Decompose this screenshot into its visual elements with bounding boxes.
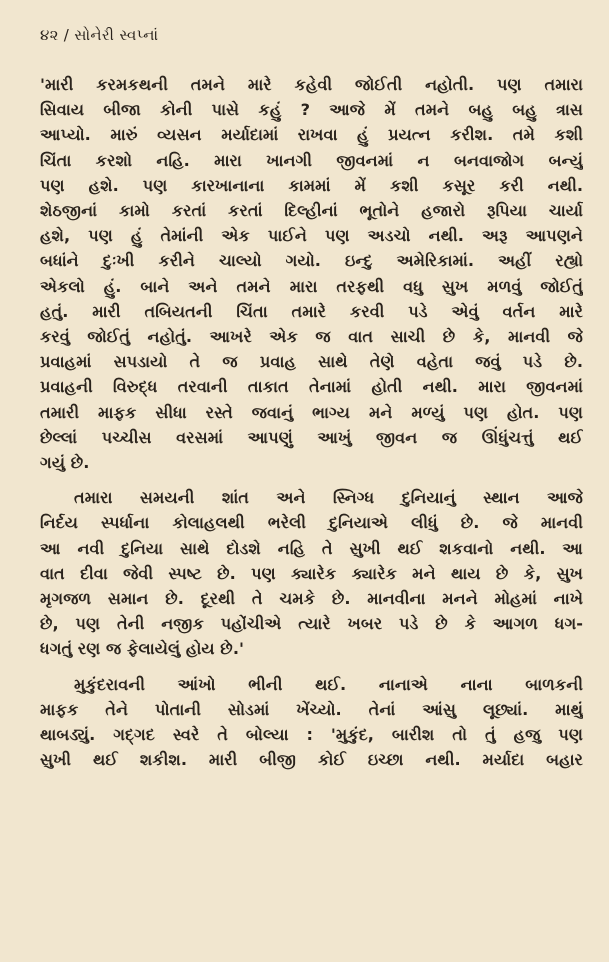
text-line: છેલ્લાં પચ્ચીસ વરસમાં આપણું આખું જીવન જ ઊંધુંચત્તું થઈ: [40, 427, 583, 447]
text-line: થાબડ્યું. ગદ્ગદ સ્વરે તે બોલ્યા : 'મુકુંદ, બારીશ તો તું હજુ પણ: [40, 725, 583, 745]
text-line: તમારી માફક સીધા રસ્તે જવાનું ભાગ્ય મને મળ્યું પણ હોત. પણ: [40, 402, 583, 422]
text-line: પ્રવાહની વિરુદ્ધ તરવાની તાકાત તેનામાં હોતી નથી. મારા જીવનમાં: [40, 377, 583, 397]
text-line: 'મારી કરમકથની તમને મારે કહેવી જોઈતી નહોતી. પણ તમારા: [40, 75, 583, 94]
text-line: કરવું જોઈતું નહોતું. આખરે એક જ વાત સાચી છે કે, માનવી જે: [40, 327, 583, 347]
paragraph-1: [40, 72, 583, 475]
text-line: હશે, પણ હું તેમાંની એક પાઈને પણ અડચો નથી. અરૂ આપણને: [40, 226, 583, 246]
text-line: પ્રવાહમાં સપડાયો તે જ પ્રવાહ સાથે તેણે વહેતા જવું પડે છે.: [40, 352, 583, 372]
book-title: સોનેરી સ્વપ્નાં: [74, 26, 159, 44]
text-line: નિર્દય સ્પર્ધાના કોલાહલથી ભરેલી દુનિયાએ લીધું છે. જે માનવી: [40, 513, 583, 533]
page-header: [40, 26, 583, 44]
text-line: બધાંને દુઃખી કરીને ચાલ્યો ગયો. ઇન્દુ અમેરિકામાં. અહીં રહ્યો: [40, 251, 583, 271]
text-line: સિવાય બીજા કોની પાસે કહું ? આજે મેં તમને બહુ બહુ ત્રાસ: [40, 100, 583, 120]
text-line: હતું. મારી તબિયતની ચિંતા તમારે કરવી પડે એવું વર્તન મારે: [40, 301, 583, 321]
text-line: વાત દીવા જેવી સ્પષ્ટ છે. પણ ક્યારેક ક્યારેક મને થાય છે કે, સુખ: [40, 563, 583, 583]
text-line: સુખી થઈ શકીશ. મારી બીજી કોઈ ઇચ્છા નથી. મર્યાદા બહાર: [40, 750, 583, 770]
text-line: પણ હશે. પણ કારખાનાના કામમાં મેં કશી કસૂર કરી નથી.: [40, 175, 583, 195]
text-line: શેઠજીનાં કામો કરતાં કરતાં દિલ્હીનાં ભૂતોને હજારો રૂપિયા ચાર્યા: [40, 201, 583, 221]
paragraph-2: [40, 485, 583, 661]
text-line: આ નવી દુનિયા સાથે દોડશે નહિ તે સુખી થઈ શકવાનો નથી. આ: [40, 538, 583, 558]
text-line: માફક તેને પોતાની સોડમાં ખેંચ્યો. તેનાં આંસુ લૂછ્યાં. માથું: [40, 699, 583, 719]
paragraph-3: [40, 672, 583, 773]
text-line: તમારા સમયની શાંત અને સ્નિગ્ધ દુનિયાનું સ્થાન આજે: [74, 488, 583, 508]
text-line: મૃગજળ સમાન છે. દૂરથી તે ચમકે છે. માનવીના મનને મોહમાં નાખે: [40, 589, 583, 609]
text-line: આપ્યો. મારું વ્યસન મર્યાદામાં રાખવા હું પ્રયત્ન કરીશ. તમે કશી: [40, 125, 583, 145]
text-line: ગયું છે.: [40, 453, 90, 473]
text-line: છે, પણ તેની નજીક પહોંચીએ ત્યારે ખબર પડે છે કે આગળ ધગ-: [40, 614, 583, 634]
header-separator: /: [63, 26, 70, 44]
page-number: ૪૨: [40, 26, 59, 44]
text-line: મુકુંદરાવની આંખો ભીની થઈ. નાનાએ નાના બાળકની: [74, 674, 583, 694]
text-line: ચિંતા કરશો નહિ. મારા ખાનગી જીવનમાં ન બનવાજોગ બન્યું: [40, 150, 583, 170]
text-line: એકલો હું. બાને અને તમને મારા તરફથી વધુ સુખ મળવું જોઈતું: [40, 276, 583, 296]
text-line: ધગતું રણ જ ફેલાયેલું હોય છે.': [40, 639, 244, 659]
